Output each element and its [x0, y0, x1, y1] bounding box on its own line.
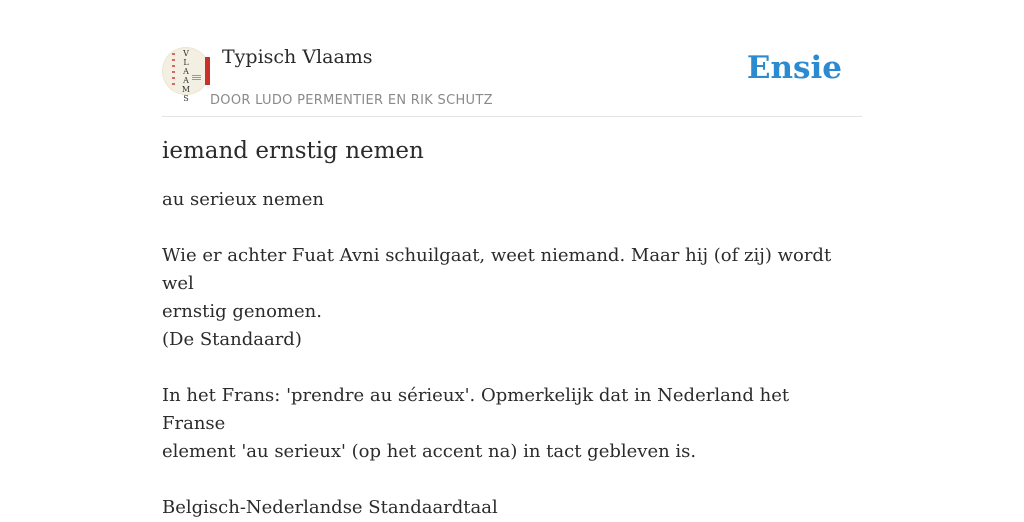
entry-definition: au serieux nemen [162, 189, 324, 210]
site-title[interactable]: Typisch Vlaams [222, 46, 373, 68]
avatar[interactable] [162, 47, 210, 103]
example-source: (De Standaard) [162, 329, 302, 350]
note-line-1: In het Frans: 'prendre au sérieux'. Opmerkelijk dat in Nederland het Franse [162, 385, 790, 434]
note-line-2: element 'au serieux' (op het accent na) in tact gebleven is. [162, 441, 697, 462]
entry-title: iemand ernstig nemen [162, 138, 424, 164]
cover-decoration [172, 53, 175, 87]
entry-content [162, 138, 842, 522]
example-line-2: ernstig genomen. [162, 301, 322, 322]
byline: DOOR LUDO PERMENTIER EN RIK SCHUTZ [210, 93, 493, 108]
cover-letters-icon: V L A A M S [181, 49, 191, 103]
cover-red-bar [205, 57, 210, 85]
cover-lines [192, 75, 201, 81]
ensie-logo[interactable]: Ensie [746, 50, 842, 86]
entry-category: Belgisch-Nederlandse Standaardtaal [162, 497, 498, 518]
header [162, 44, 862, 117]
example-line-1: Wie er achter Fuat Avni schuilgaat, weet niemand. Maar hij (of zij) wordt wel [162, 245, 832, 294]
